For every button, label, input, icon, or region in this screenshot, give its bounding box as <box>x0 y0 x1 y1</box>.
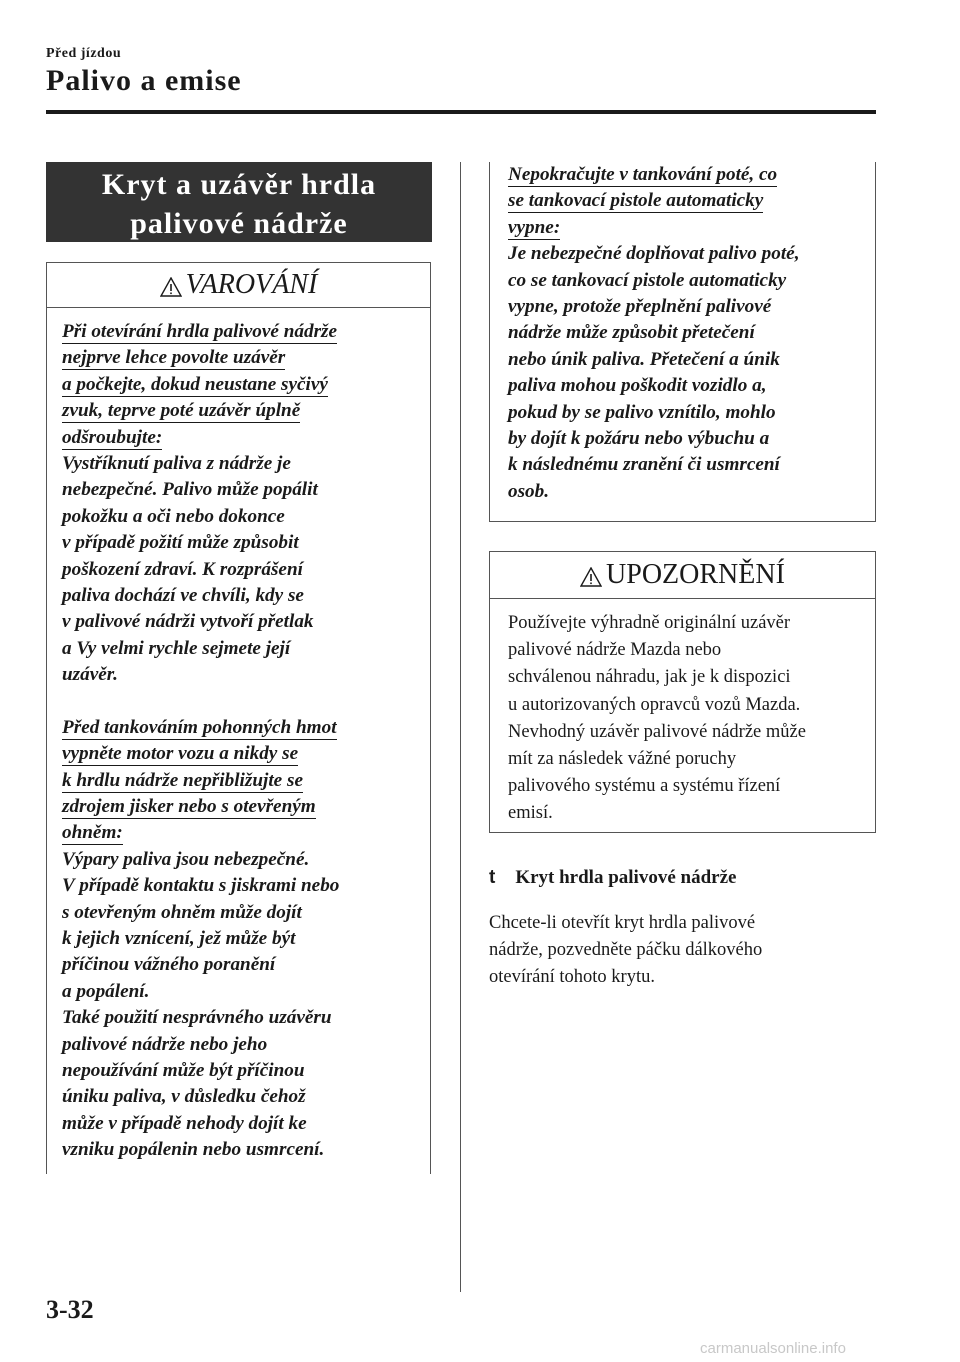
topic-banner <box>46 162 432 242</box>
warning-cont-text <box>508 162 800 505</box>
subsection-heading <box>489 867 736 889</box>
warning-box <box>46 262 431 1174</box>
caution-box <box>489 551 876 833</box>
warning-cont-heading: Nepokračujte v tankování poté, co se tankovací pistole automaticky vypne: <box>508 164 778 238</box>
subsection-body: Chcete-li otevřít kryt hrdla palivové nádrže, pozvedněte páčku dálkového otevírání tohoto krytu. <box>489 913 763 988</box>
caution-label: UPOZORNĚNÍ <box>606 559 785 590</box>
warning-cont-body: Je nebezpečné doplňovat palivo poté, co se tankovací pistole automaticky vypne, protože přeplnění palivové nádrže může způsobit přetečení nebo únik paliva. Přetečení a únik paliva mohou poškodit vozidlo a, pokud by se palivo vznítilo, mohlo by dojít k požáru nebo výbuchu a k následnému zranění či usmrcení osob. <box>508 243 800 502</box>
banner-line-2: palivové nádrže <box>130 207 348 240</box>
caution-body: Používejte výhradně originální uzávěr palivové nádrže Mazda nebo schválenou náhradu, jak je k dispozici u autorizovaných opravců vozů Mazda. Nevhodný uzávěr palivové nádrže může mít za následek vážné poruchy palivového systému a systému řízení emisí. <box>508 613 806 824</box>
subsection-bullet: t <box>489 867 496 888</box>
watermark: carmanualsonline.info <box>700 1340 846 1357</box>
header-rule <box>46 110 876 114</box>
caution-header <box>490 552 875 599</box>
warning-label: VAROVÁNÍ <box>185 269 318 300</box>
warning-box-continued <box>489 162 876 522</box>
subsection-title: Kryt hrdla palivové nádrže <box>515 867 737 888</box>
column-divider <box>460 162 461 1292</box>
section-title: Palivo a emise <box>46 64 242 97</box>
caution-triangle-icon <box>580 567 602 587</box>
banner-line-1: Kryt a uzávěr hrdla <box>101 168 377 201</box>
warning-body-2: Výpary paliva jsou nebezpečné. V případě kontaktu s jiskrami nebo s otevřeným ohněm může dojít k jejich vznícení, jež může být příčinou vážného poranění a popálení. Také použití nesprávného uzávěru palivové nádrže nebo jeho nepoužívání může být příčinou úniku paliva, v důsledku čehož může v případě nehody dojít ke vzniku popálenin nebo usmrcení. <box>62 848 340 1161</box>
warning-heading-2: Před tankováním pohonných hmot vypněte motor vozu a nikdy se k hrdlu nádrže nepřibližujte se zdrojem jisker nebo s otevřeným ohněm: <box>62 716 337 844</box>
page-number: 3-32 <box>46 1295 94 1324</box>
warning-triangle-icon <box>160 277 182 297</box>
warning-text <box>62 319 339 1164</box>
chapter-title: Před jízdou <box>46 46 122 61</box>
warning-body-1: Vystříknutí paliva z nádrže je nebezpečné. Palivo může popálit pokožku a oči nebo dokonce v případě požití může způsobit poškození zdraví. K rozprášení paliva dochází ve chvíli, kdy se v palivové nádrži vytvoří přetlak a Vy velmi rychle sejmete její uzávěr. <box>62 453 318 686</box>
warning-heading-1: Při otevírání hrdla palivové nádrže nejprve lehce povolte uzávěr a počkejte, dokud neustane syčivý zvuk, teprve poté uzávěr úplně odšroubujte: <box>62 321 338 448</box>
warning-header <box>47 263 430 308</box>
